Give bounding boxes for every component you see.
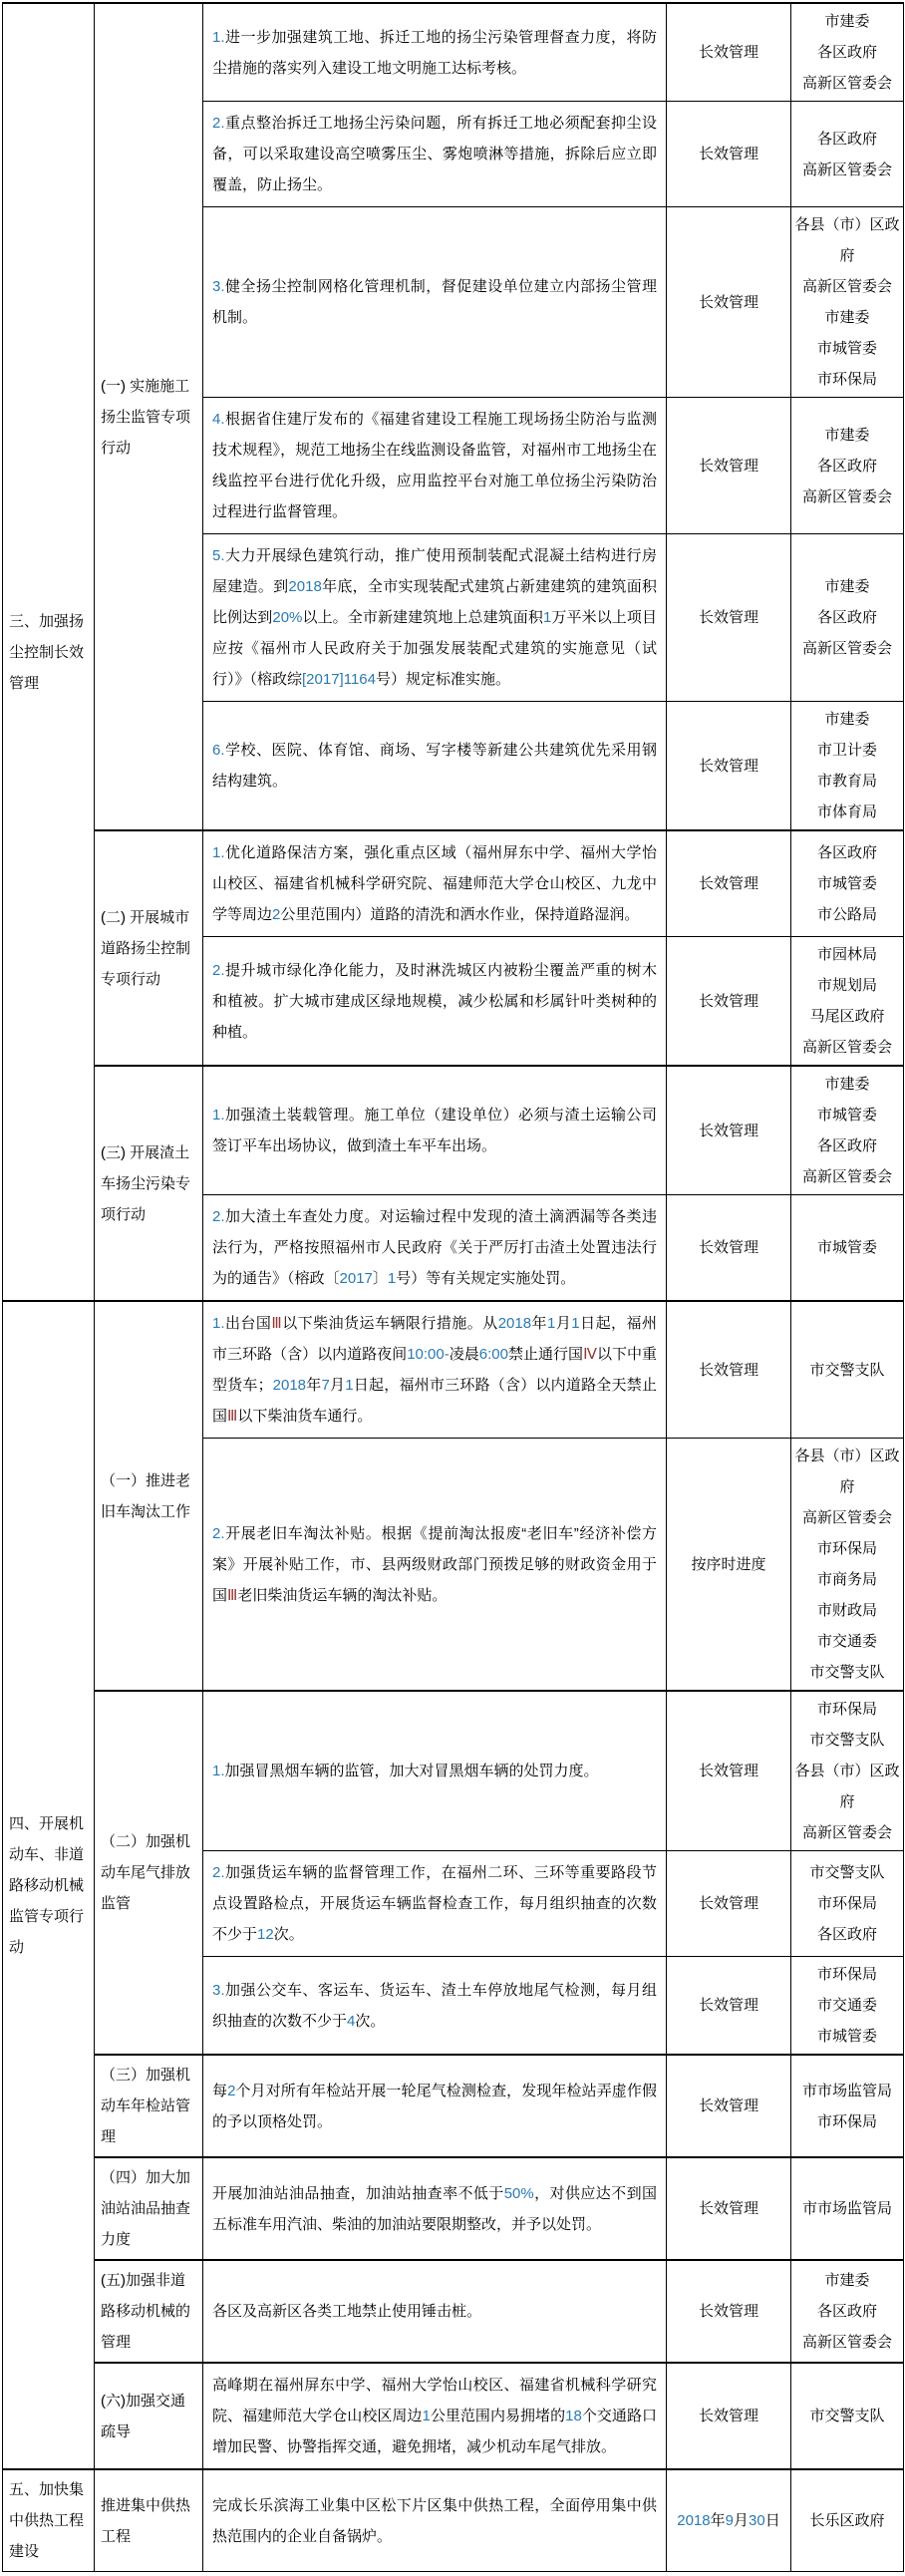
agency-name: 高新区管委会	[801, 75, 892, 92]
agency-name: 市建委	[824, 13, 870, 30]
numeric-text: 1.	[212, 1107, 225, 1124]
timeline-cell: 长效管理	[667, 1066, 791, 1195]
numeric-text: 3.	[212, 1981, 225, 1999]
sub-category-cell: （四）加大加油站油品抽查力度	[95, 2157, 203, 2260]
numeric-text: 1	[547, 1315, 556, 1332]
agency-name: 各区政府	[816, 609, 877, 626]
task-cell: 2.重点整治拆迁工地扬尘污染问题，所有拆迁工地必须配套抑尘设备，可以采取建设高空喷雾压尘、雾炮喷淋等措施，拆除后应立即覆盖，防止扬尘。	[203, 102, 667, 207]
timeline-cell: 长效管理	[667, 1957, 791, 2056]
agency-name: 市建委	[824, 2272, 870, 2289]
agencies-cell	[791, 1301, 904, 1439]
agencies-cell	[791, 398, 904, 534]
timeline-cell: 长效管理	[667, 2260, 791, 2363]
timeline-cell: 长效管理	[667, 937, 791, 1067]
roman-numeral: Ⅲ	[271, 1315, 283, 1332]
agency-name: 市市场监管局	[801, 2082, 892, 2099]
table-row	[3, 1301, 904, 1439]
agencies-cell	[791, 534, 904, 702]
action-plan-table	[2, 2, 904, 2572]
task-cell: 1.加强冒黑烟车辆的监管，加大对冒黑烟车辆的处罚力度。	[203, 1691, 667, 1851]
agency-name: 市建委	[824, 711, 870, 728]
numeric-text: 2018	[288, 578, 322, 595]
task-cell: 3.加强公交车、客运车、货运车、渣土车停放地尾气检测，每月组织抽查的次数不少于4次。	[203, 1957, 667, 2056]
agency-name: 长乐区政府	[809, 2512, 885, 2529]
numeric-text: 1	[345, 1377, 354, 1394]
agency-name: 马尾区政府	[809, 1008, 885, 1025]
numeric-text: 2.	[212, 1208, 225, 1225]
major-category-cell: 三、加强扬尘控制长效管理	[3, 3, 95, 1301]
numeric-text: 4	[347, 2012, 356, 2030]
numeric-text: 1	[422, 2408, 431, 2424]
agency-name: 高新区管委会	[801, 161, 892, 178]
agency-name: 高新区管委会	[801, 1168, 892, 1185]
sub-category-cell: （一）推进老旧车淘汰工作	[95, 1301, 203, 1691]
agencies-cell	[791, 1851, 904, 1957]
task-cell: 各区及高新区各类工地禁止使用锤击桩。	[203, 2260, 667, 2363]
task-cell: 5.大力开展绿色建筑行动，推广使用预制装配式混凝土结构进行房屋建造。到2018年底，全市实现装配式建筑占新建建筑的建筑面积比例达到20%以上。全市新建建筑地上总建筑面积1万平米以上项目应按《福州市人民政府关于加强发展装配式建筑的实施意见（试行）》（榕政综[2017]1164号）规定标准实施。	[203, 534, 667, 702]
numeric-text: 1	[387, 1270, 397, 1287]
numeric-text: 1.	[212, 1763, 225, 1779]
agency-name: 市公路局	[816, 906, 877, 923]
roman-numeral: Ⅲ	[227, 1408, 238, 1425]
agency-name: 市城管委	[816, 340, 877, 357]
agencies-cell	[791, 1066, 904, 1195]
agencies-cell	[791, 1957, 904, 2056]
table-row	[3, 2260, 904, 2363]
roman-numeral: Ⅳ	[583, 1346, 597, 1363]
agency-name: 市城管委	[816, 1239, 877, 1256]
task-cell: 2.加大渣土车查处力度。对运输过程中发现的渣土滴洒漏等各类违法行为，严格按照福州市人民政府《关于严厉打击渣土处置违法行为的通告》（榕政〔2017〕1号）等有关规定实施处罚。	[203, 1195, 667, 1302]
agency-name: 各区政府	[816, 2303, 877, 2320]
major-category-cell: 四、开展机动车、非道路移动机械监管专项行动	[3, 1301, 95, 2469]
agency-name: 各县（市）区政府	[794, 216, 900, 264]
numeric-text: 2.	[212, 1864, 225, 1881]
timeline-cell: 长效管理	[667, 1691, 791, 1851]
agency-name: 高新区管委会	[801, 1039, 892, 1056]
agency-name: 市交警支队	[809, 1361, 885, 1379]
timeline-cell: 长效管理	[667, 1851, 791, 1957]
agency-name: 市环保局	[816, 371, 877, 388]
major-category-cell: 五、加快集中供热工程建设	[3, 2469, 95, 2572]
numeric-text: 2	[272, 906, 281, 923]
task-cell: 2.提升城市绿化净化能力，及时淋洗城区内被粉尘覆盖严重的树木和植被。扩大城市建成区绿地规模，减少松属和杉属针叶类树种的种植。	[203, 937, 667, 1067]
agencies-cell	[791, 2260, 904, 2363]
agency-name: 市市场监管局	[801, 2200, 892, 2217]
task-cell: 2.开展老旧车淘汰补贴。根据《提前淘汰报废“老旧车”经济补偿方案》开展补贴工作，市、县两级财政部门预拨足够的财政资金用于国Ⅲ老旧柴油货运车辆的淘汰补贴。	[203, 1439, 667, 1692]
agency-name: 市环保局	[816, 2112, 877, 2130]
agency-name: 市建委	[824, 309, 870, 326]
agency-name: 市财政局	[816, 1602, 877, 1619]
timeline-cell: 长效管理	[667, 102, 791, 207]
agencies-cell	[791, 1691, 904, 1851]
numeric-text: [2017]1164	[302, 671, 376, 688]
task-cell: 1.出台国Ⅲ以下柴油货运车辆限行措施。从2018年1月1日起，福州市三环路（含）以内道路夜间10:00-凌晨6:00禁止通行国Ⅳ以下中重型货车；2018年7月1日起，福州市三环路（含）以内道路全天禁止国Ⅲ以下柴油货车通行。	[203, 1301, 667, 1439]
agency-name: 各区政府	[816, 457, 877, 475]
numeric-text: 3.	[212, 278, 225, 295]
numeric-text: 6.	[212, 742, 225, 759]
numeric-text: 1.	[212, 1315, 225, 1332]
agency-name: 各区政府	[816, 130, 877, 148]
agency-name: 市教育局	[816, 773, 877, 790]
agency-name: 市园林局	[816, 946, 877, 963]
task-cell: 1.优化道路保洁方案，强化重点区域（福州屏东中学、福州大学怡山校区、福建省机械科学研究院、福建师范大学仓山校区、九龙中学等周边2公里范围内）道路的清洗和洒水作业，保持道路湿润。	[203, 830, 667, 937]
task-cell: 开展加油站油品抽查，加油站抽查率不低于50%，对供应达不到国五标准车用汽油、柴油的加油站要限期整改，并予以处罚。	[203, 2157, 667, 2260]
table-row	[3, 2363, 904, 2469]
task-cell: 2.加强货运车辆的监督管理工作，在福州二环、三环等重要路段节点设置路检点，开展货运车辆监督检查工作，每月组织抽查的次数不少于12次。	[203, 1851, 667, 1957]
agencies-cell	[791, 207, 904, 398]
sub-category-cell: (五)加强非道路移动机械的管理	[95, 2260, 203, 2363]
agency-name: 市城管委	[816, 2028, 877, 2045]
numeric-text: 1.	[212, 844, 225, 861]
timeline-cell: 长效管理	[667, 207, 791, 398]
agency-name: 各区政府	[816, 44, 877, 61]
task-cell: 完成长乐滨海工业集中区松下片区集中供热工程，全面停用集中供热范围内的企业自备锅炉。	[203, 2469, 667, 2572]
agency-name: 市交警支队	[809, 2408, 885, 2424]
table-row	[3, 1691, 904, 1851]
task-cell: 4.根据省住建厅发布的《福建省建设工程施工现场扬尘防治与监测技术规程》，规范工地扬尘在线监测设备监管，对福州市工地扬尘在线监控平台进行优化升级，应用监控平台对施工单位扬尘污染防治过程进行监督管理。	[203, 398, 667, 534]
numeric-text: 10:00-	[407, 1346, 450, 1363]
agency-name: 市城管委	[816, 1107, 877, 1124]
agencies-cell	[791, 102, 904, 207]
agencies-cell	[791, 2157, 904, 2260]
sub-category-cell: 推进集中供热工程	[95, 2469, 203, 2572]
agencies-cell	[791, 1439, 904, 1692]
sub-category-cell: (三) 开展渣土车扬尘污染专项行动	[95, 1066, 203, 1301]
agency-name: 市商务局	[816, 1571, 877, 1588]
agency-name: 各区政府	[816, 1926, 877, 1943]
numeric-text: 4.	[212, 411, 225, 428]
timeline-cell: 长效管理	[667, 830, 791, 937]
numeric-text: 20%	[272, 609, 303, 626]
roman-numeral: Ⅲ	[227, 1586, 238, 1604]
agencies-cell	[791, 702, 904, 831]
agency-name: 市交通委	[816, 1633, 877, 1650]
agencies-cell	[791, 3, 904, 102]
task-cell: 3.健全扬尘控制网格化管理机制，督促建设单位建立内部扬尘管理机制。	[203, 207, 667, 398]
agency-name: 市交警支队	[809, 1732, 885, 1749]
timeline-cell: 长效管理	[667, 534, 791, 702]
numeric-text: 30	[749, 2512, 765, 2529]
agency-name: 市建委	[824, 1076, 870, 1093]
agency-name: 各县（市）区政府	[794, 1448, 900, 1495]
sub-category-cell: (一) 实施施工扬尘监管专项行动	[95, 3, 203, 830]
action-plan-table-body	[3, 3, 904, 2572]
task-cell: 1.进一步加强建筑工地、拆迁工地的扬尘污染管理督查力度，将防尘措施的落实列入建设工地文明施工达标考核。	[203, 3, 667, 102]
agency-name: 市体育局	[816, 804, 877, 820]
agency-name: 市环保局	[816, 1966, 877, 1983]
agency-name: 各区政府	[816, 1137, 877, 1154]
agency-name: 市城管委	[816, 875, 877, 892]
numeric-text: 2.	[212, 1524, 225, 1542]
numeric-text: 9	[725, 2512, 734, 2529]
agency-name: 高新区管委会	[801, 278, 892, 295]
sub-category-cell: (六)加强交通疏导	[95, 2363, 203, 2469]
numeric-text: 2018	[272, 1377, 307, 1394]
agency-name: 市卫计委	[816, 742, 877, 759]
table-row	[3, 830, 904, 937]
timeline-cell: 长效管理	[667, 2055, 791, 2157]
timeline-cell: 长效管理	[667, 2363, 791, 2469]
agency-name: 各县（市）区政府	[794, 1763, 900, 1810]
task-cell: 1.加强渣土装载管理。施工单位（建设单位）必须与渣土运输公司签订平车出场协议，做到渣土车平车出场。	[203, 1066, 667, 1195]
timeline-cell: 长效管理	[667, 3, 791, 102]
agency-name: 市环保局	[816, 1540, 877, 1557]
timeline-cell: 长效管理	[667, 398, 791, 534]
agencies-cell	[791, 2363, 904, 2469]
agency-name: 市规划局	[816, 977, 877, 994]
numeric-text: 12	[257, 1926, 274, 1943]
sub-category-cell: (二) 开展城市道路扬尘控制专项行动	[95, 830, 203, 1066]
agency-name: 市建委	[824, 578, 870, 595]
agency-name: 高新区管委会	[801, 640, 892, 657]
timeline-cell: 按序时进度	[667, 1439, 791, 1692]
numeric-text: 7	[321, 1377, 330, 1394]
numeric-text: 2018	[497, 1315, 532, 1332]
task-cell: 6.学校、医院、体育馆、商场、写字楼等新建公共建筑优先采用钢结构建筑。	[203, 702, 667, 831]
numeric-text: 18	[565, 2408, 582, 2424]
agency-name: 市环保局	[816, 1701, 877, 1718]
sub-category-cell: （二）加强机动车尾气排放监管	[95, 1691, 203, 2055]
numeric-text: 50%	[503, 2184, 534, 2202]
agencies-cell	[791, 1195, 904, 1302]
agencies-cell	[791, 937, 904, 1067]
agency-name: 高新区管委会	[801, 1509, 892, 1526]
task-cell: 每2个月对所有年检站开展一轮尾气检测检查，发现年检站弄虚作假的予以顶格处罚。	[203, 2055, 667, 2157]
timeline-cell: 长效管理	[667, 2157, 791, 2260]
sub-category-cell: （三）加强机动车年检站管理	[95, 2055, 203, 2157]
agency-name: 高新区管委会	[801, 487, 892, 505]
timeline-cell: 长效管理	[667, 1301, 791, 1439]
numeric-text: 5.	[212, 547, 225, 564]
task-cell: 高峰期在福州屏东中学、福州大学怡山校区、福建省机械科学研究院、福建师范大学仓山校区周边1公里范围内易拥堵的18个交通路口增加民警、协警指挥交通，避免拥堵，减少机动车尾气排放。	[203, 2363, 667, 2469]
timeline-cell: 长效管理	[667, 702, 791, 831]
table-row	[3, 3, 904, 102]
table-row	[3, 2055, 904, 2157]
timeline-cell: 2018年9月30日	[667, 2469, 791, 2572]
agency-name: 各区政府	[816, 844, 877, 861]
numeric-text: 1.	[212, 28, 225, 46]
table-row	[3, 2469, 904, 2572]
numeric-text: 2017	[339, 1270, 373, 1287]
numeric-text: 2.	[212, 115, 225, 132]
numeric-text: 2018	[677, 2512, 711, 2529]
agency-name: 市交通委	[816, 1997, 877, 2014]
agency-name: 高新区管委会	[801, 2334, 892, 2351]
numeric-text: 2.	[212, 961, 225, 979]
agency-name: 市交警支队	[809, 1864, 885, 1881]
numeric-text: 6:00	[478, 1346, 508, 1363]
agency-name: 市交警支队	[809, 1664, 885, 1681]
agency-name: 市建委	[824, 426, 870, 444]
agencies-cell	[791, 2469, 904, 2572]
agency-name: 市环保局	[816, 1895, 877, 1912]
numeric-text: 1	[571, 1315, 580, 1332]
timeline-cell: 长效管理	[667, 1195, 791, 1302]
numeric-text: 2	[227, 2082, 236, 2099]
agencies-cell	[791, 2055, 904, 2157]
agencies-cell	[791, 830, 904, 937]
table-row	[3, 1066, 904, 1195]
table-row	[3, 2157, 904, 2260]
agency-name: 高新区管委会	[801, 1824, 892, 1841]
numeric-text: 1	[542, 609, 552, 626]
